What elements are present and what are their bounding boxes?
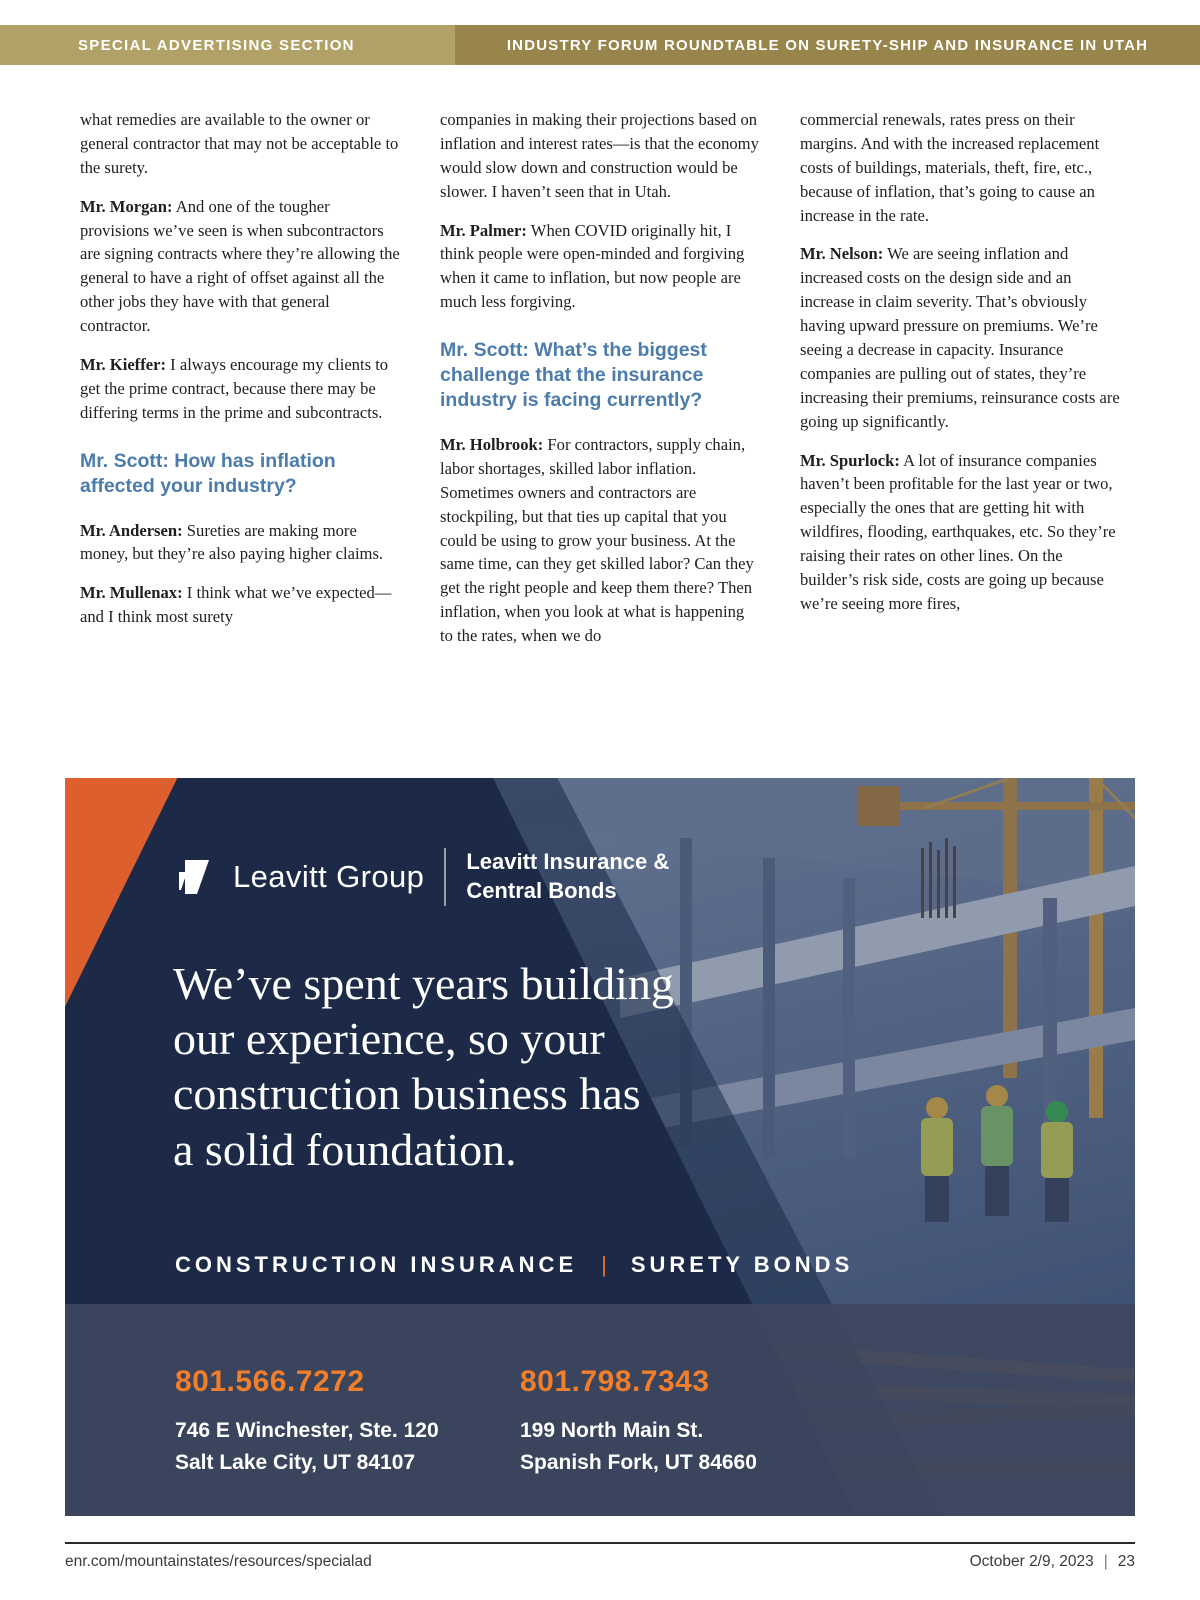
logo-divider [444,848,446,906]
article-column-1 [80,108,400,663]
header-forum-title: INDUSTRY FORUM ROUNDTABLE ON SURETY-SHIP AND INSURANCE IN UTAH [455,25,1200,65]
footer-rule [65,1542,1135,1544]
speaker-name: Mr. Spurlock: [800,450,900,470]
article-paragraph [440,219,760,315]
speaker-name: Mr. Nelson: [800,244,884,264]
article-paragraph [80,195,400,338]
article-paragraph [80,581,400,629]
division-line-2: Central Bonds [466,878,617,903]
footer [65,1553,1135,1571]
paragraph-text: When COVID originally hit, I think people were open-minded and forgiving when it came to inflation, but now people are much less forgiving. [440,220,745,312]
article-column-3 [800,108,1120,663]
headline-line: We’ve spent years building [173,958,674,1009]
phone-number: 801.566.7272 [175,1365,365,1398]
question-heading [440,338,760,413]
paragraph-text: For contractors, supply chain, labor shortages, skilled labor inflation. Sometimes owners and contractors are stockpiling, but that ties up capital that you could be using to grow your business. At the same time, can they get skilled labor? Can they get the right people and keep them there? Then inflation, when you look at what is happening to the rates, when we do [440,434,754,646]
footer-date: October 2/9, 2023 [969,1553,1094,1570]
address [175,1415,520,1478]
service-construction-insurance: CONSTRUCTION INSURANCE [175,1252,578,1277]
moderator-name: Mr. Scott: [440,339,529,362]
article-paragraph [800,108,1120,227]
brand-name: Leavitt Group [233,859,425,894]
paragraph-text: commercial renewals, rates press on their margins. And with the increased replacement costs of buildings, materials, theft, fire, etc., because of inflation, that’s going to cause an increase in the rate. [800,110,1100,225]
location-salt-lake-city [175,1365,520,1478]
article-body [80,108,1120,663]
article-paragraph [80,353,400,425]
question-text: How has inflation affected your industry? [80,449,336,497]
article-paragraph [80,108,400,180]
service-surety-bonds: SURETY BONDS [630,1252,854,1277]
article-paragraph [800,242,1120,433]
logo-row [175,848,669,906]
header-section-label: SPECIAL ADVERTISING SECTION [0,25,455,65]
paragraph-text: We are seeing inflation and increased costs on the design side and an increase in claim severity. That’s obviously having upward pressure on premiums. We’re seeing a decrease in capacity. Insurance companies are pulling out of states, they’re increasing their premiums, reinsurance costs are going up significantly. [800,244,1120,431]
headline-line: our experience, so your [173,1013,605,1065]
article-paragraph [440,433,760,648]
address [520,1415,865,1478]
speaker-name: Mr. Morgan: [80,196,173,216]
speaker-name: Mr. Mullenax: [80,583,183,603]
location-spanish-fork [520,1365,865,1478]
services-row [175,1252,853,1278]
header-bar [0,25,1200,65]
article-paragraph [80,519,400,567]
footer-url: enr.com/mountainstates/resources/specialad [65,1553,372,1570]
headline-line: a solid foundation. [173,1123,517,1175]
headline-line: construction business has [173,1068,641,1120]
paragraph-text: I think what we’ve expected—and I think most surety [80,583,392,627]
address-line-1: 746 E Winchester, Ste. 120 [175,1419,439,1442]
division-line-1: Leavitt Insurance & [466,849,670,875]
leavitt-logo-icon [175,856,213,898]
article-paragraph [440,108,760,204]
paragraph-text: Sureties are making more money, but they’re also paying higher claims. [80,520,384,564]
address-line-1: 199 North Main St. [520,1419,704,1442]
division-name [466,848,669,905]
contacts [175,1365,865,1478]
speaker-name: Mr. Kieffer: [80,355,166,375]
address-line-2: Salt Lake City, UT 84107 [175,1450,416,1474]
service-divider: | [601,1252,607,1277]
footer-right [970,1553,1135,1571]
article-paragraph [800,449,1120,616]
footer-separator: | [1103,1553,1108,1570]
paragraph-text: what remedies are available to the owner or general contractor that may not be acceptable to the surety. [80,110,399,177]
ad-headline [173,956,873,1177]
leavitt-group-ad [65,778,1135,1516]
paragraph-text: And one of the tougher provisions we’ve seen is when subcontractors are signing contracts where they’re allowing the general to have a right of offset against all the other jobs they have with that general contractor. [80,196,400,336]
speaker-name: Mr. Palmer: [440,220,527,240]
paragraph-text: A lot of insurance companies haven’t been profitable for the last year or two, especially the ones that are getting hit with wildfires, flooding, earthquakes, etc. So they’re raising their rates on other lines. On the builder’s risk side, costs are going up because we’re seeing more fires, [800,450,1116,613]
paragraph-text: I always encourage my clients to get the prime contract, because there may be differing terms in the prime and subcontracts. [80,355,389,422]
moderator-name: Mr. Scott: [80,449,169,472]
footer-page-number: 23 [1117,1553,1135,1570]
paragraph-text: companies in making their projections based on inflation and interest rates—is that the economy would slow down and construction would be slower. I haven’t seen that in Utah. [440,110,759,201]
speaker-name: Mr. Holbrook: [440,434,544,454]
address-line-2: Spanish Fork, UT 84660 [520,1450,757,1474]
phone-number: 801.798.7343 [520,1365,710,1398]
article-column-2 [440,108,760,663]
speaker-name: Mr. Andersen: [80,520,183,540]
question-heading [80,449,400,499]
question-text: What’s the biggest challenge that the insurance industry is facing currently? [440,339,707,412]
ad-content [65,778,1135,1516]
